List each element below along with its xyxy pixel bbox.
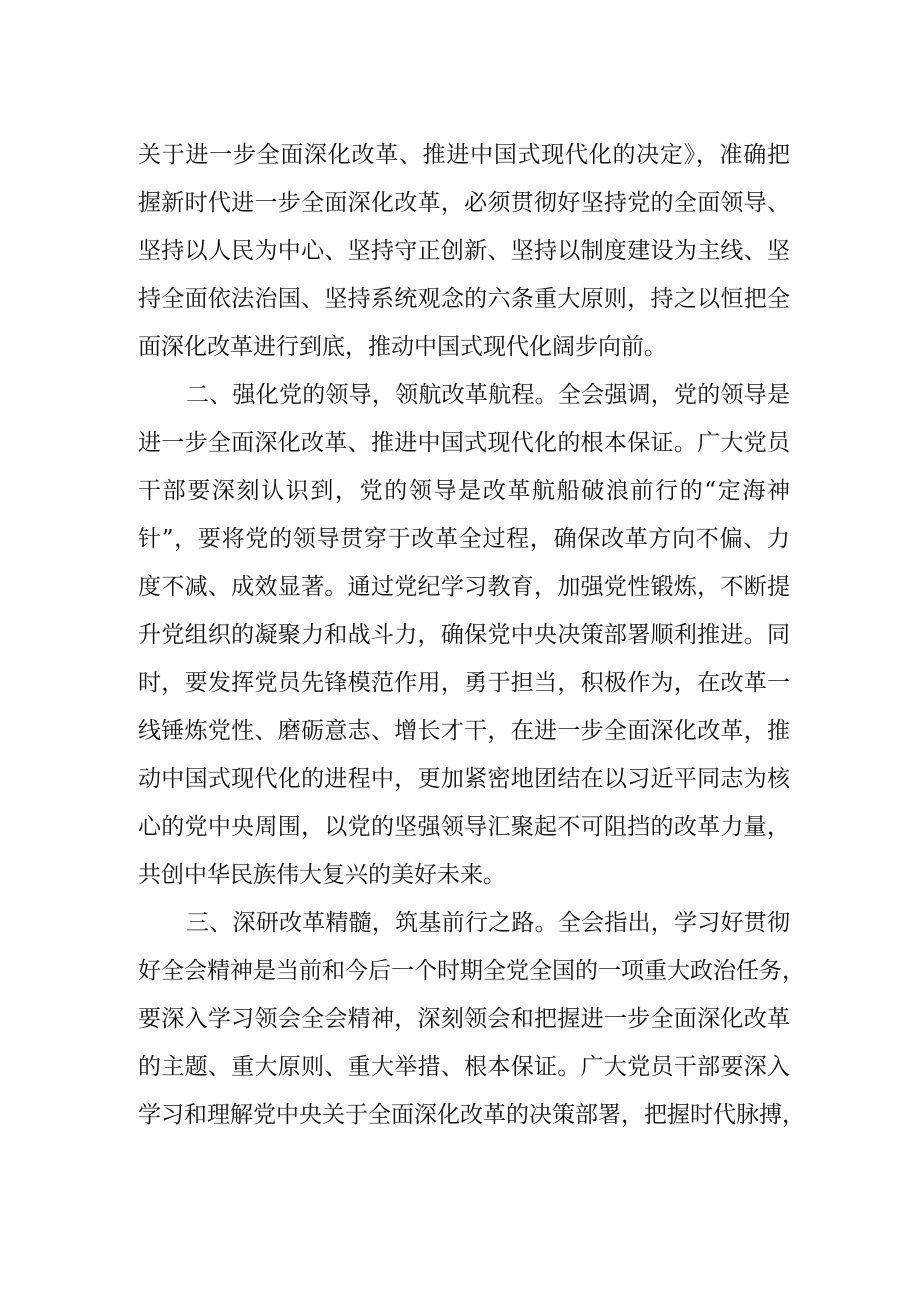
paragraph-1 bbox=[138, 131, 790, 371]
text-line: 干部要深刻认识到，党的领导是改革航船破浪前行的“定海神 bbox=[138, 478, 790, 504]
text-line: 动中国式现代化的进程中，更加紧密地团结在以习近平同志为核 bbox=[138, 766, 790, 792]
text-line: 关于进一步全面深化改革、推进中国式现代化的决定》，准确把 bbox=[138, 142, 790, 168]
text-line: 时，要发挥党员先锋模范作用，勇于担当，积极作为，在改革一 bbox=[138, 670, 790, 696]
text-line: 握新时代进一步全面深化改革，必须贯彻好坚持党的全面领导、 bbox=[138, 190, 790, 216]
text-line: 的主题、重大原则、重大举措、根本保证。广大党员干部要深入 bbox=[138, 1054, 790, 1080]
text-line: 针”，要将党的领导贯穿于改革全过程，确保改革方向不偏、力 bbox=[138, 526, 790, 552]
text-line: 坚持以人民为中心、坚持守正创新、坚持以制度建设为主线、坚 bbox=[138, 238, 790, 264]
text-line: 持全面依法治国、坚持系统观念的六条重大原则，持之以恒把全 bbox=[138, 286, 790, 312]
text-line: 学习和理解党中央关于全面深化改革的决策部署，把握时代脉搏， bbox=[138, 1102, 805, 1128]
text-line: 度不减、成效显著。通过党纪学习教育，加强党性锻炼，不断提 bbox=[138, 574, 790, 600]
document-page bbox=[138, 131, 805, 1139]
paragraph-3 bbox=[138, 899, 805, 1139]
section-heading-line: 三、深研改革精髓，筑基前行之路。全会指出，学习好贯彻 bbox=[186, 910, 790, 936]
text-line: 升党组织的凝聚力和战斗力，确保党中央决策部署顺利推进。同 bbox=[138, 622, 790, 648]
text-line: 要深入学习领会全会精神，深刻领会和把握进一步全面深化改革 bbox=[138, 1006, 790, 1032]
text-line: 面深化改革进行到底，推动中国式现代化阔步向前。 bbox=[138, 334, 667, 360]
text-line: 进一步全面深化改革、推进中国式现代化的根本保证。广大党员 bbox=[138, 430, 790, 456]
text-line: 共创中华民族伟大复兴的美好未来。 bbox=[138, 862, 506, 888]
text-line: 线锤炼党性、磨砺意志、增长才干，在进一步全面深化改革，推 bbox=[138, 718, 790, 744]
text-line: 好全会精神是当前和今后一个时期全党全国的一项重大政治任务， bbox=[138, 958, 805, 984]
section-heading-line: 二、强化党的领导，领航改革航程。全会强调，党的领导是 bbox=[186, 382, 790, 408]
paragraph-2 bbox=[138, 371, 790, 899]
text-line: 心的党中央周围，以党的坚强领导汇聚起不可阻挡的改革力量， bbox=[138, 814, 790, 840]
